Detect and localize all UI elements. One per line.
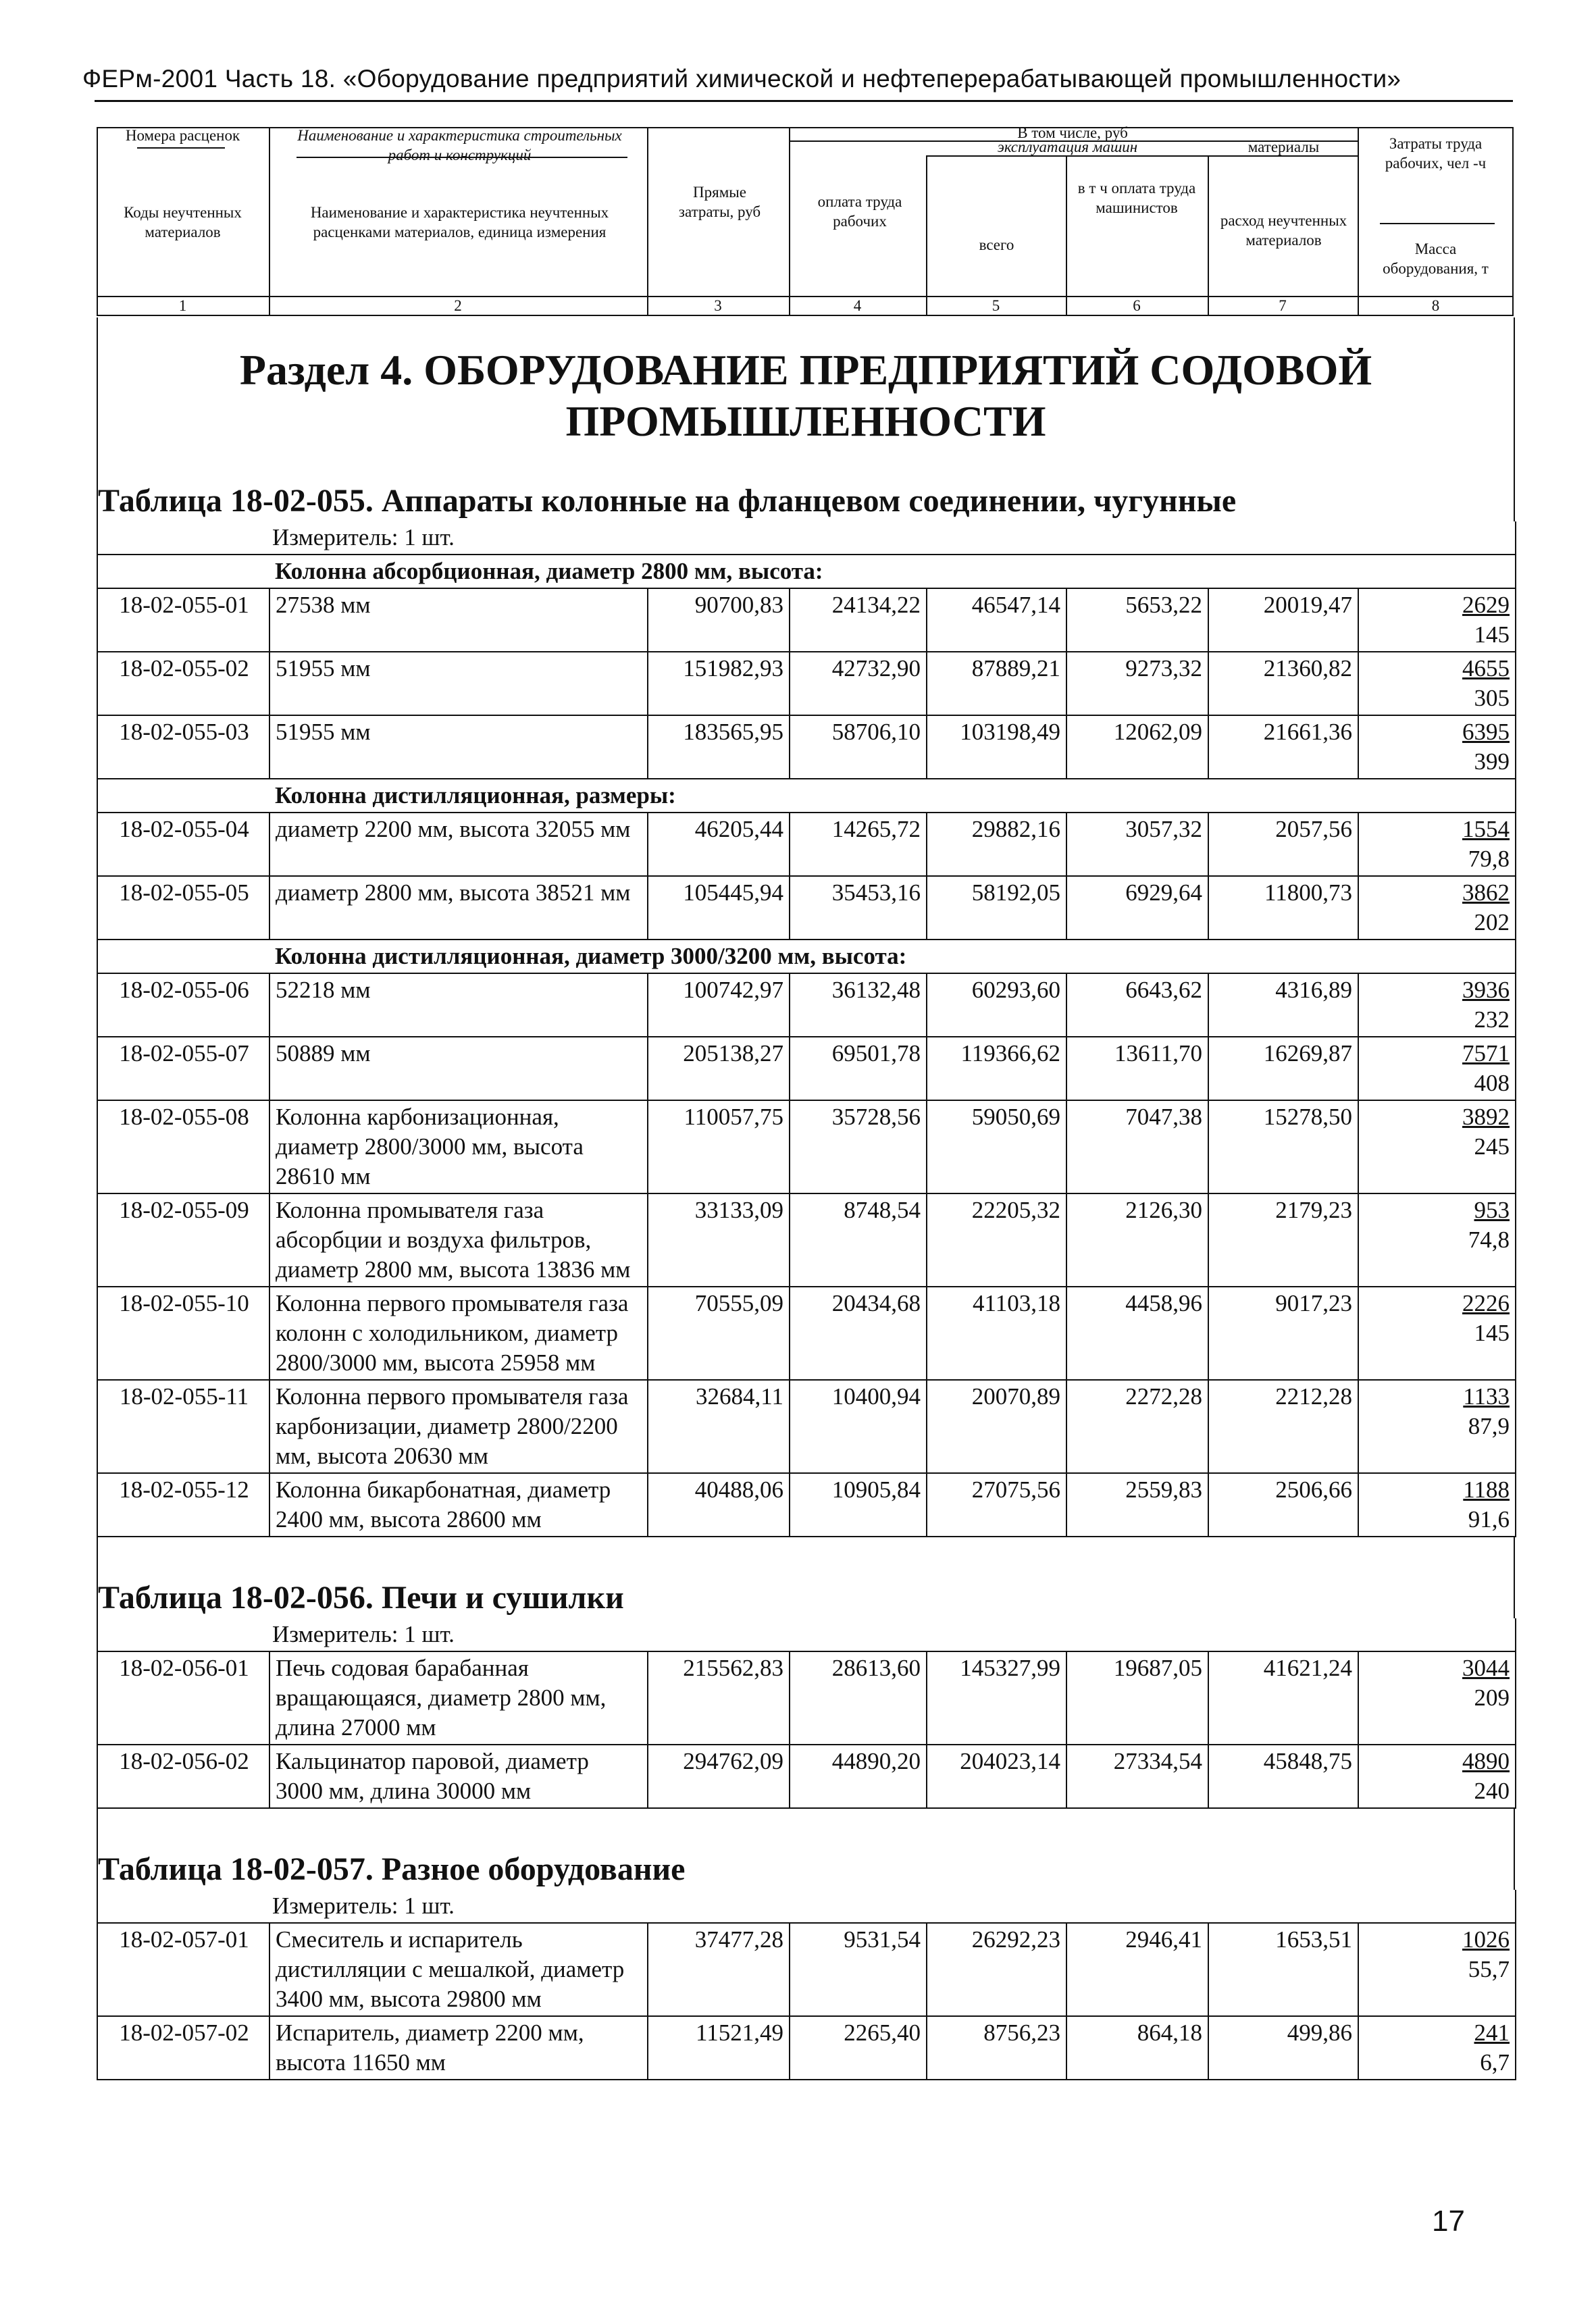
worker-wages: 58706,10 — [790, 715, 927, 779]
labor-mass — [1358, 588, 1516, 652]
rate-code: 18-02-055-05 — [97, 876, 269, 940]
labor-mass — [1358, 1745, 1516, 1808]
section-title: Раздел 4. ОБОРУДОВАНИЕ ПРЕДПРИЯТИЙ СОДОВОЙ ПРОМЫШЛЕННОСТИ — [239, 346, 1372, 445]
table-row — [97, 1287, 1516, 1380]
worker-wages: 28613,60 — [790, 1651, 927, 1745]
machinist-wages: 6643,62 — [1066, 973, 1208, 1037]
machines-total: 8756,23 — [927, 2016, 1066, 2080]
equipment-mass: 145 — [1474, 621, 1510, 648]
machines-total: 103198,49 — [927, 715, 1066, 779]
group-distillation: Колонна дистилляционная, размеры: — [269, 779, 1516, 813]
labor-hours: 7571 — [1462, 1040, 1510, 1066]
direct-costs: 37477,28 — [648, 1923, 790, 2016]
machinist-wages: 4458,96 — [1066, 1287, 1208, 1380]
labor-mass — [1358, 876, 1516, 940]
colnum-5: 5 — [992, 297, 1000, 314]
table-row — [97, 652, 1516, 715]
item-name: Кальцинатор паровой, диаметр 3000 мм, длина 30000 мм — [269, 1745, 648, 1808]
colnum-4: 4 — [853, 297, 862, 314]
labor-hours: 241 — [1474, 2020, 1510, 2046]
machinist-wages: 7047,38 — [1066, 1100, 1208, 1193]
materials-cost: 2057,56 — [1208, 813, 1358, 876]
worker-wages: 2265,40 — [790, 2016, 927, 2080]
rate-code: 18-02-055-01 — [97, 588, 269, 652]
labor-mass — [1358, 1473, 1516, 1537]
direct-costs: 151982,93 — [648, 652, 790, 715]
direct-costs: 11521,49 — [648, 2016, 790, 2080]
group-absorption: Колонна абсорбционная, диаметр 2800 мм, высота: — [269, 555, 1516, 588]
item-name: 51955 мм — [269, 652, 648, 715]
col8-bottom: Масса оборудования, т — [1383, 240, 1489, 277]
col1-top: Номера расценок — [125, 127, 240, 144]
colnum-6: 6 — [1133, 297, 1141, 314]
materials-cost: 41621,24 — [1208, 1651, 1358, 1745]
item-name: 50889 мм — [269, 1037, 648, 1100]
labor-hours: 1133 — [1463, 1383, 1510, 1410]
equipment-mass: 305 — [1474, 685, 1510, 711]
direct-costs: 33133,09 — [648, 1193, 790, 1287]
rate-code: 18-02-056-02 — [97, 1745, 269, 1808]
machines-total: 26292,23 — [927, 1923, 1066, 2016]
equipment-mass: 74,8 — [1468, 1227, 1510, 1253]
col8-top: Затраты труда рабочих, чел -ч — [1385, 135, 1487, 172]
materials-cost: 2506,66 — [1208, 1473, 1358, 1537]
machines-total: 22205,32 — [927, 1193, 1066, 1287]
item-name: Колонна первого промывателя газа карбонизации, диаметр 2800/2200 мм, высота 20630 мм — [269, 1380, 648, 1473]
machinist-wages: 2946,41 — [1066, 1923, 1208, 2016]
rate-code: 18-02-055-03 — [97, 715, 269, 779]
group-materials: материалы — [1247, 138, 1320, 155]
rate-code: 18-02-057-02 — [97, 2016, 269, 2080]
col4: оплата труда рабочих — [817, 193, 902, 230]
item-name: Колонна бикарбонатная, диаметр 2400 мм, высота 28600 мм — [269, 1473, 648, 1537]
materials-cost: 4316,89 — [1208, 973, 1358, 1037]
machinist-wages: 2559,83 — [1066, 1473, 1208, 1537]
column-header — [97, 124, 1514, 330]
materials-cost: 21360,82 — [1208, 652, 1358, 715]
group-row-empty — [97, 940, 269, 973]
machinist-wages: 19687,05 — [1066, 1651, 1208, 1745]
materials-cost: 2212,28 — [1208, 1380, 1358, 1473]
rate-code: 18-02-056-01 — [97, 1651, 269, 1745]
direct-costs: 46205,44 — [648, 813, 790, 876]
table-055 — [97, 521, 1516, 1537]
item-name: 52218 мм — [269, 973, 648, 1037]
table-row — [97, 715, 1516, 779]
worker-wages: 24134,22 — [790, 588, 927, 652]
group-row — [97, 555, 1516, 588]
equipment-mass: 245 — [1474, 1133, 1510, 1160]
equipment-mass: 91,6 — [1468, 1506, 1510, 1533]
item-name: Печь содовая барабанная вращающаяся, диаметр 2800 мм, длина 27000 мм — [269, 1651, 648, 1745]
worker-wages: 8748,54 — [790, 1193, 927, 1287]
equipment-mass: 202 — [1474, 909, 1510, 935]
col5: всего — [979, 236, 1014, 253]
table-row — [97, 2016, 1516, 2080]
machines-total: 29882,16 — [927, 813, 1066, 876]
direct-costs: 90700,83 — [648, 588, 790, 652]
col1-bottom: Коды неучтенных материалов — [124, 204, 242, 240]
table-row — [97, 1651, 1516, 1745]
equipment-mass: 55,7 — [1468, 1956, 1510, 1982]
col7: расход неучтенных материалов — [1220, 212, 1347, 249]
item-name: Колонна карбонизационная, диаметр 2800/3000 мм, высота 28610 мм — [269, 1100, 648, 1193]
machines-total: 41103,18 — [927, 1287, 1066, 1380]
direct-costs: 70555,09 — [648, 1287, 790, 1380]
colnum-8: 8 — [1431, 297, 1440, 314]
labor-mass — [1358, 1380, 1516, 1473]
table-row — [97, 973, 1516, 1037]
labor-mass — [1358, 715, 1516, 779]
equipment-mass: 232 — [1474, 1006, 1510, 1033]
materials-cost: 2179,23 — [1208, 1193, 1358, 1287]
colnum-1: 1 — [178, 297, 187, 314]
table-057-measure-row — [97, 1890, 1516, 1923]
labor-mass — [1358, 2016, 1516, 2080]
table-055-measure-row — [97, 521, 1516, 555]
col2-top: Наименование и характеристика строительных работ и конструкций — [297, 127, 622, 163]
machines-total: 119366,62 — [927, 1037, 1066, 1100]
labor-hours: 1188 — [1463, 1476, 1510, 1503]
materials-cost: 1653,51 — [1208, 1923, 1358, 2016]
worker-wages: 42732,90 — [790, 652, 927, 715]
colnum-2: 2 — [454, 297, 462, 314]
labor-hours: 3936 — [1462, 977, 1510, 1003]
materials-cost: 16269,87 — [1208, 1037, 1358, 1100]
rate-code: 18-02-055-10 — [97, 1287, 269, 1380]
rate-code: 18-02-055-11 — [97, 1380, 269, 1473]
table-row — [97, 1473, 1516, 1537]
machinist-wages: 6929,64 — [1066, 876, 1208, 940]
labor-mass — [1358, 1037, 1516, 1100]
labor-mass — [1358, 973, 1516, 1037]
labor-hours: 953 — [1474, 1197, 1510, 1223]
machines-total: 58192,05 — [927, 876, 1066, 940]
rate-code: 18-02-055-08 — [97, 1100, 269, 1193]
labor-hours: 1554 — [1462, 816, 1510, 842]
labor-hours: 2629 — [1462, 592, 1510, 618]
item-name: 27538 мм — [269, 588, 648, 652]
worker-wages: 35728,56 — [790, 1100, 927, 1193]
direct-costs: 100742,97 — [648, 973, 790, 1037]
table-row — [97, 1037, 1516, 1100]
equipment-mass: 240 — [1474, 1778, 1510, 1804]
machines-total: 204023,14 — [927, 1745, 1066, 1808]
worker-wages: 14265,72 — [790, 813, 927, 876]
direct-costs: 110057,75 — [648, 1100, 790, 1193]
group-distillation-3000: Колонна дистилляционная, диаметр 3000/3200 мм, высота: — [269, 940, 1516, 973]
machinist-wages: 2126,30 — [1066, 1193, 1208, 1287]
machinist-wages: 864,18 — [1066, 2016, 1208, 2080]
labor-hours: 3044 — [1462, 1655, 1510, 1681]
labor-mass — [1358, 1193, 1516, 1287]
worker-wages: 69501,78 — [790, 1037, 927, 1100]
direct-costs: 205138,27 — [648, 1037, 790, 1100]
labor-mass — [1358, 1923, 1516, 2016]
table-row — [97, 1923, 1516, 2016]
worker-wages: 44890,20 — [790, 1745, 927, 1808]
equipment-mass: 87,9 — [1468, 1413, 1510, 1439]
labor-hours: 6395 — [1462, 719, 1510, 745]
table-056 — [97, 1618, 1516, 1809]
table-row — [97, 1193, 1516, 1287]
equipment-mass: 209 — [1474, 1685, 1510, 1711]
direct-costs: 40488,06 — [648, 1473, 790, 1537]
machinist-wages: 27334,54 — [1066, 1745, 1208, 1808]
materials-cost: 21661,36 — [1208, 715, 1358, 779]
machinist-wages: 3057,32 — [1066, 813, 1208, 876]
rate-code: 18-02-055-09 — [97, 1193, 269, 1287]
direct-costs: 183565,95 — [648, 715, 790, 779]
running-title: ФЕРм-2001 Часть 18. «Оборудование предприятий химической и нефтеперерабатывающей промышленности» — [82, 65, 1401, 93]
item-name: Колонна первого промывателя газа колонн с холодильником, диаметр 2800/3000 мм, высота 25958 мм — [269, 1287, 648, 1380]
materials-cost: 9017,23 — [1208, 1287, 1358, 1380]
materials-cost: 15278,50 — [1208, 1100, 1358, 1193]
group-main: В том числе, руб — [1017, 124, 1128, 141]
table-057-title: Таблица 18-02-057. Разное оборудование — [98, 1851, 686, 1887]
table-row — [97, 588, 1516, 652]
direct-costs: 105445,94 — [648, 876, 790, 940]
machinist-wages: 5653,22 — [1066, 588, 1208, 652]
machinist-wages: 2272,28 — [1066, 1380, 1208, 1473]
equipment-mass: 399 — [1474, 748, 1510, 775]
page-number: 17 — [1432, 2205, 1465, 2238]
labor-mass — [1358, 652, 1516, 715]
item-name: диаметр 2800 мм, высота 38521 мм — [269, 876, 648, 940]
direct-costs: 32684,11 — [648, 1380, 790, 1473]
equipment-mass: 6,7 — [1480, 2049, 1510, 2076]
equipment-mass: 79,8 — [1468, 846, 1510, 872]
rate-code: 18-02-057-01 — [97, 1923, 269, 2016]
table-055-title: Таблица 18-02-055. Аппараты колонные на фланцевом соединении, чугунные — [98, 483, 1237, 519]
direct-costs: 215562,83 — [648, 1651, 790, 1745]
table-057 — [97, 1890, 1516, 2080]
table-row — [97, 1380, 1516, 1473]
item-name: Испаритель, диаметр 2200 мм, высота 11650 мм — [269, 2016, 648, 2080]
table-056-measure: Измеритель: 1 шт. — [97, 1618, 1516, 1651]
labor-mass — [1358, 813, 1516, 876]
machines-total: 59050,69 — [927, 1100, 1066, 1193]
materials-cost: 45848,75 — [1208, 1745, 1358, 1808]
item-name: Смеситель и испаритель дистилляции с мешалкой, диаметр 3400 мм, высота 29800 мм — [269, 1923, 648, 2016]
table-row — [97, 813, 1516, 876]
worker-wages: 20434,68 — [790, 1287, 927, 1380]
materials-cost: 20019,47 — [1208, 588, 1358, 652]
group-row — [97, 779, 1516, 813]
equipment-mass: 408 — [1474, 1070, 1510, 1096]
labor-hours: 1026 — [1462, 1926, 1510, 1953]
worker-wages: 9531,54 — [790, 1923, 927, 2016]
rate-code: 18-02-055-12 — [97, 1473, 269, 1537]
machinist-wages: 9273,32 — [1066, 652, 1208, 715]
worker-wages: 10400,94 — [790, 1380, 927, 1473]
direct-costs: 294762,09 — [648, 1745, 790, 1808]
group-row — [97, 940, 1516, 973]
machines-total: 60293,60 — [927, 973, 1066, 1037]
materials-cost: 499,86 — [1208, 2016, 1358, 2080]
group-row-empty — [97, 555, 269, 588]
table-row — [97, 1745, 1516, 1808]
rate-code: 18-02-055-06 — [97, 973, 269, 1037]
rate-code: 18-02-055-07 — [97, 1037, 269, 1100]
group-machines: эксплуатация машин — [997, 138, 1138, 155]
group-row-empty — [97, 779, 269, 813]
col6: в т ч оплата труда машинистов — [1077, 180, 1196, 216]
colnum-7: 7 — [1279, 297, 1287, 314]
machines-total: 27075,56 — [927, 1473, 1066, 1537]
table-057-measure: Измеритель: 1 шт. — [97, 1890, 1516, 1923]
col2-bottom: Наименование и характеристика неучтенных расценками материалов, единица измерения — [310, 204, 609, 240]
machines-total: 87889,21 — [927, 652, 1066, 715]
labor-mass — [1358, 1287, 1516, 1380]
colnum-3: 3 — [714, 297, 722, 314]
item-name: Колонна промывателя газа абсорбции и воздуха фильтров, диаметр 2800 мм, высота 13836 мм — [269, 1193, 648, 1287]
equipment-mass: 145 — [1474, 1320, 1510, 1346]
table-row — [97, 876, 1516, 940]
labor-mass — [1358, 1100, 1516, 1193]
table-056-title: Таблица 18-02-056. Печи и сушилки — [98, 1580, 624, 1616]
labor-hours: 4655 — [1462, 655, 1510, 682]
col3: Прямые затраты, руб — [678, 184, 761, 220]
header-rule — [95, 100, 1513, 102]
worker-wages: 10905,84 — [790, 1473, 927, 1537]
machines-total: 46547,14 — [927, 588, 1066, 652]
item-name: диаметр 2200 мм, высота 32055 мм — [269, 813, 648, 876]
table-row — [97, 1100, 1516, 1193]
materials-cost: 11800,73 — [1208, 876, 1358, 940]
rate-code: 18-02-055-02 — [97, 652, 269, 715]
item-name: 51955 мм — [269, 715, 648, 779]
worker-wages: 36132,48 — [790, 973, 927, 1037]
table-056-measure-row — [97, 1618, 1516, 1651]
rate-code: 18-02-055-04 — [97, 813, 269, 876]
labor-hours: 3892 — [1462, 1104, 1510, 1130]
table-055-measure: Измеритель: 1 шт. — [97, 521, 1516, 555]
labor-hours: 3862 — [1462, 879, 1510, 906]
machines-total: 20070,89 — [927, 1380, 1066, 1473]
machines-total: 145327,99 — [927, 1651, 1066, 1745]
labor-mass — [1358, 1651, 1516, 1745]
worker-wages: 35453,16 — [790, 876, 927, 940]
machinist-wages: 13611,70 — [1066, 1037, 1208, 1100]
labor-hours: 4890 — [1462, 1748, 1510, 1774]
labor-hours: 2226 — [1462, 1290, 1510, 1316]
machinist-wages: 12062,09 — [1066, 715, 1208, 779]
